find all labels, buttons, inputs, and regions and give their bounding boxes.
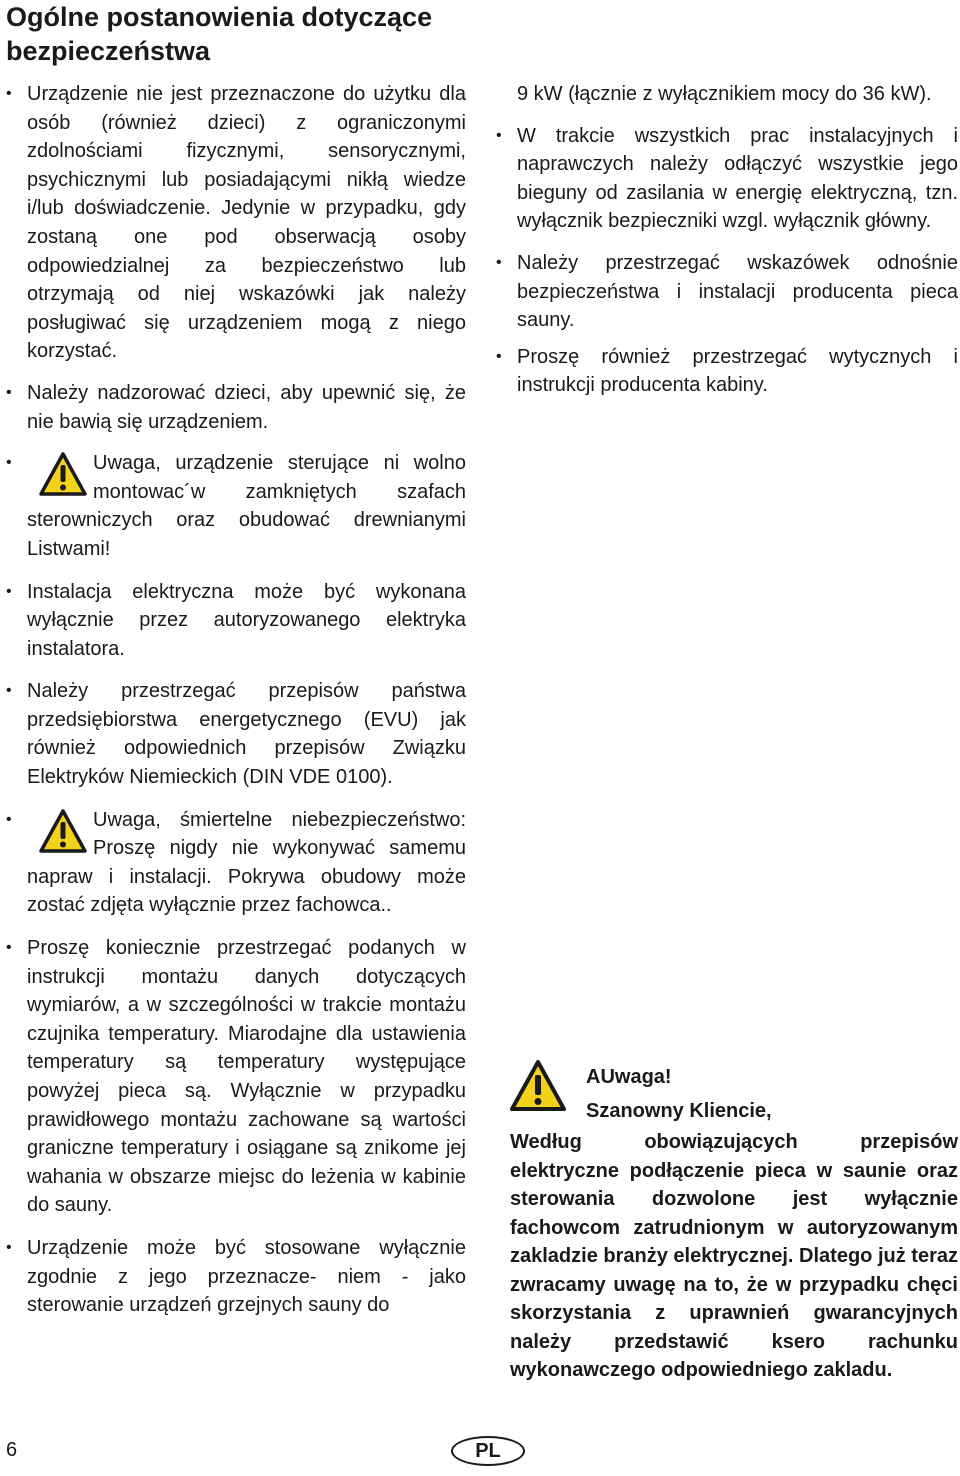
list-item (6, 934, 466, 1220)
list-item (6, 677, 466, 791)
bullet-dot: • (6, 454, 12, 472)
bullet-text: Urządzenie nie jest przeznaczone do użytku dla osób (również dzieci) z ograniczonymi zdolnościami fizycznymi, sensorycznymi, psychicznymi lub posiadającymi nikłą wiedze i/lub doświadczenie. Jedynie w przypadku, gdy zostaną one pod obserwacją osoby odpowiedzialnej za bezpieczeństwo lub otrzymają od niej wskazówki jak należy posługiwać się urządzeniem mogą z niego korzystać. (27, 83, 466, 363)
bullet-dot: • (6, 85, 12, 102)
bullet-text: Urządzenie może być stosowane wyłącznie zgodnie z jego przeznacze- niem - jako sterowanie urządzeń grzejnych sauny do (27, 1236, 466, 1317)
list-item (496, 122, 958, 236)
bullet-dot: • (6, 383, 12, 401)
list-item (496, 249, 958, 335)
notice-salutation: Szanowny Kliencie, (586, 1100, 772, 1122)
bullet-text: Instalacja elektryczna może być wykonana wyłącznie przez autoryzowanego elektryka instalatora. (27, 580, 466, 660)
bullet-text: Uwaga, urządzenie sterujące ni wolno montowac´w zamkniętych szafach sterowniczych oraz obudować drewnianymi Listwami! (27, 452, 466, 560)
list-item-warning (6, 449, 466, 563)
bullet-text: Należy nadzorować dzieci, aby upewnić się, że nie bawią się urządzeniem. (27, 381, 466, 433)
bullet-text: Proszę również przestrzegać wytycznych i instrukcji producenta kabiny. (517, 345, 958, 397)
notice-heading (586, 1060, 772, 1128)
bullet-text: Należy przestrzegać wskazówek odnośnie bezpieczeństwa i instalacji producenta pieca sauny. (517, 251, 958, 332)
page-number: 6 (6, 1439, 18, 1461)
list-item (6, 578, 466, 664)
warning-triangle-icon (39, 809, 87, 853)
bullet-text: Proszę koniecznie przestrzegać podanych w instrukcji montażu danych dotyczących wymiarów, a w szczególności w trakcie montażu czujnika temperatury. Miarodajne dla ustawienia temperatury są temperatury występujące powyżej pieca są. Wyłącznie w przypadku prawidłowego montażu zachowane są wartości graniczne temperatury i osiągane są znikome jej wahania w obszarze miejsc do leżenia w kabinie do sauny. (27, 937, 466, 1217)
list-item (496, 343, 958, 400)
list-item (6, 80, 466, 366)
continuation-text: 9 kW (łącznie z wyłącznikiem mocy do 36 kW). (517, 83, 932, 105)
warning-triangle-icon (510, 1060, 566, 1112)
list-item-warning (6, 806, 466, 920)
notice-body: Według obowiązujących przepisów elektryczne podłączenie pieca w saunie oraz sterowania dozwolone jest wyłącznie fachowcom zatrudnionym w autoryzowanym zakladzie branży elektrycznej. Dlatego już teraz zwracamy uwagę na to, że w przypadku chęci skorzystania z uprawnień gwarancyjnych należy przedstawić ksero rachunku wykonawczego odpowiedniego zakladu. (510, 1131, 958, 1381)
bullet-text: W trakcie wszystkich prac instalacyjnych i naprawczych należy odłączyć wszystkie jego bieguny od zasilania w energię elektryczną, tzn. wyłącznik bezpieczniki wzgl. wyłącznik główny. (517, 124, 958, 233)
bullet-dot: • (496, 126, 502, 144)
bullet-dot: • (6, 582, 12, 600)
right-column (496, 80, 958, 400)
warning-triangle-icon (39, 452, 87, 496)
bullet-dot: • (6, 1238, 12, 1256)
bullet-dot: • (496, 253, 502, 271)
list-item (6, 379, 466, 436)
bullet-dot: • (6, 810, 12, 828)
language-badge: PL (451, 1436, 525, 1466)
bullet-dot: • (6, 939, 12, 957)
left-column (6, 80, 466, 1320)
list-item (6, 1234, 466, 1320)
bullet-text: Należy przestrzegać przepisów państwa przedsiębiorstwa energetycznego (EVU) jak również odpowiednich przepisów Związku Elektryków Niemieckich (DIN VDE 0100). (27, 680, 466, 789)
bullet-dot: • (496, 347, 502, 365)
notice-title: AUwaga! (586, 1066, 672, 1088)
page-title: Ogólne postanowienia dotyczące bezpieczeństwa (6, 2, 433, 66)
bullet-text: Uwaga, śmiertelne niebezpieczeństwo: Proszę nigdy nie wykonywać samemu napraw i instalacji. Pokrywa obudowy może zostać zdjęta wyłącznie przez fachowca.. (27, 808, 466, 917)
bullet-dot: • (6, 682, 12, 700)
